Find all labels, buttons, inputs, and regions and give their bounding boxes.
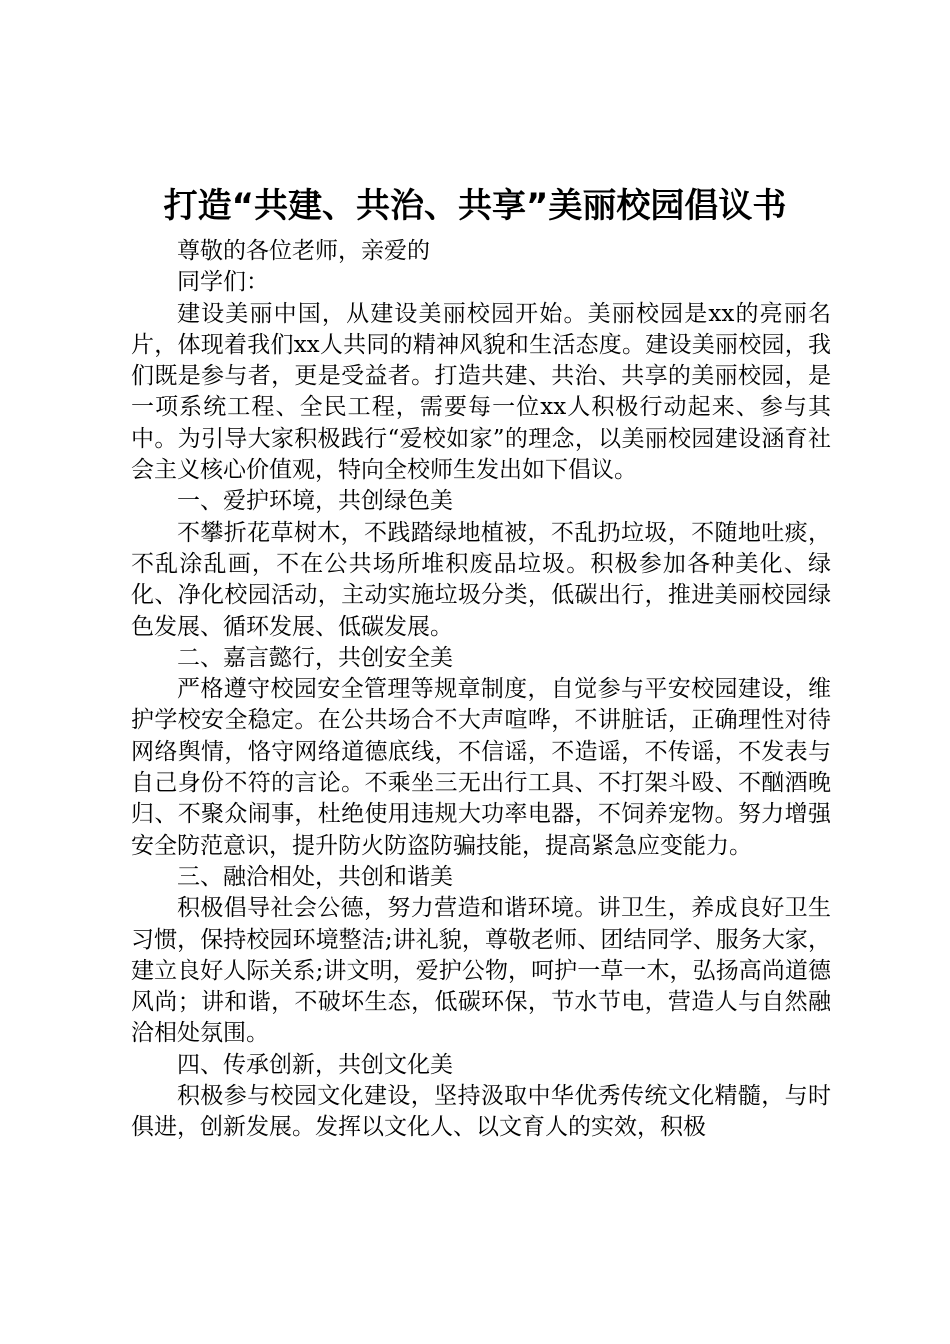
greeting-line-2: 同学们： [177,269,269,296]
document-body [131,236,831,1144]
document-title: 打造“共建、共治、共享”美丽校园倡议书 [163,186,787,226]
intro-paragraph: 建设美丽中国，从建设美丽校园开始。美丽校园是xx的亮丽名片，体现着我们xx人共同的精神风貌和生活态度。建设美丽校园，我们既是参与者，更是受益者。打造共建、共治、共享的美丽校园，是一项系统工程、全民工程，需要每一位xx人积极行动起来、参与其中。为引导大家积极践行“爱校如家”的理念，以美丽校园建设涵育社会主义核心价值观，特向全校师生发出如下倡议。 [131,300,831,484]
greeting-line-1: 尊敬的各位老师，亲爱的 [177,238,430,264]
section-paragraph-3: 积极倡导社会公德，努力营造和谐环境。讲卫生，养成良好卫生习惯，保持校园环境整洁;讲礼貌，尊敬老师、团结同学、服务大家，建立良好人际关系;讲文明，爱护公物，呵护一草一木，弘扬高尚道德风尚；讲和谐，不破坏生态，低碳环保，节水节电，营造人与自然融洽相处氛围。 [131,895,831,1047]
section-heading-3: 三、融洽相处，共创和谐美 [177,863,453,890]
section-paragraph-2: 严格遵守校园安全管理等规章制度，自觉参与平安校园建设，维护学校安全稳定。在公共场合不大声喧哗，不讲脏话，正确理性对待网络舆情，恪守网络道德底线，不信谣，不造谣，不传谣，不发表与自己身份不符的言论。不乘坐三无出行工具、不打架斗殴、不酗酒晚归、不聚众闹事，杜绝使用违规大功率电器，不饲养宠物。努力增强安全防范意识，提升防火防盗防骗技能，提高紧急应变能力。 [131,676,831,859]
section-heading-4: 四、传承创新，共创文化美 [177,1051,453,1078]
section-heading-2: 二、嘉言懿行，共创安全美 [177,644,453,671]
section-paragraph-1: 不攀折花草树木，不践踏绿地植被，不乱扔垃圾，不随地吐痰，不乱涂乱画，不在公共场所堆积废品垃圾。积极参加各种美化、绿化、净化校园活动，主动实施垃圾分类，低碳出行，推进美丽校园绿色发展、循环发展、低碳发展。 [131,519,831,640]
section-heading-1: 一、爱护环境，共创绿色美 [177,488,453,515]
section-paragraph-4: 积极参与校园文化建设，坚持汲取中华优秀传统文化精髓，与时俱进，创新发展。发挥以文化人、以文育人的实效，积极 [131,1083,831,1141]
